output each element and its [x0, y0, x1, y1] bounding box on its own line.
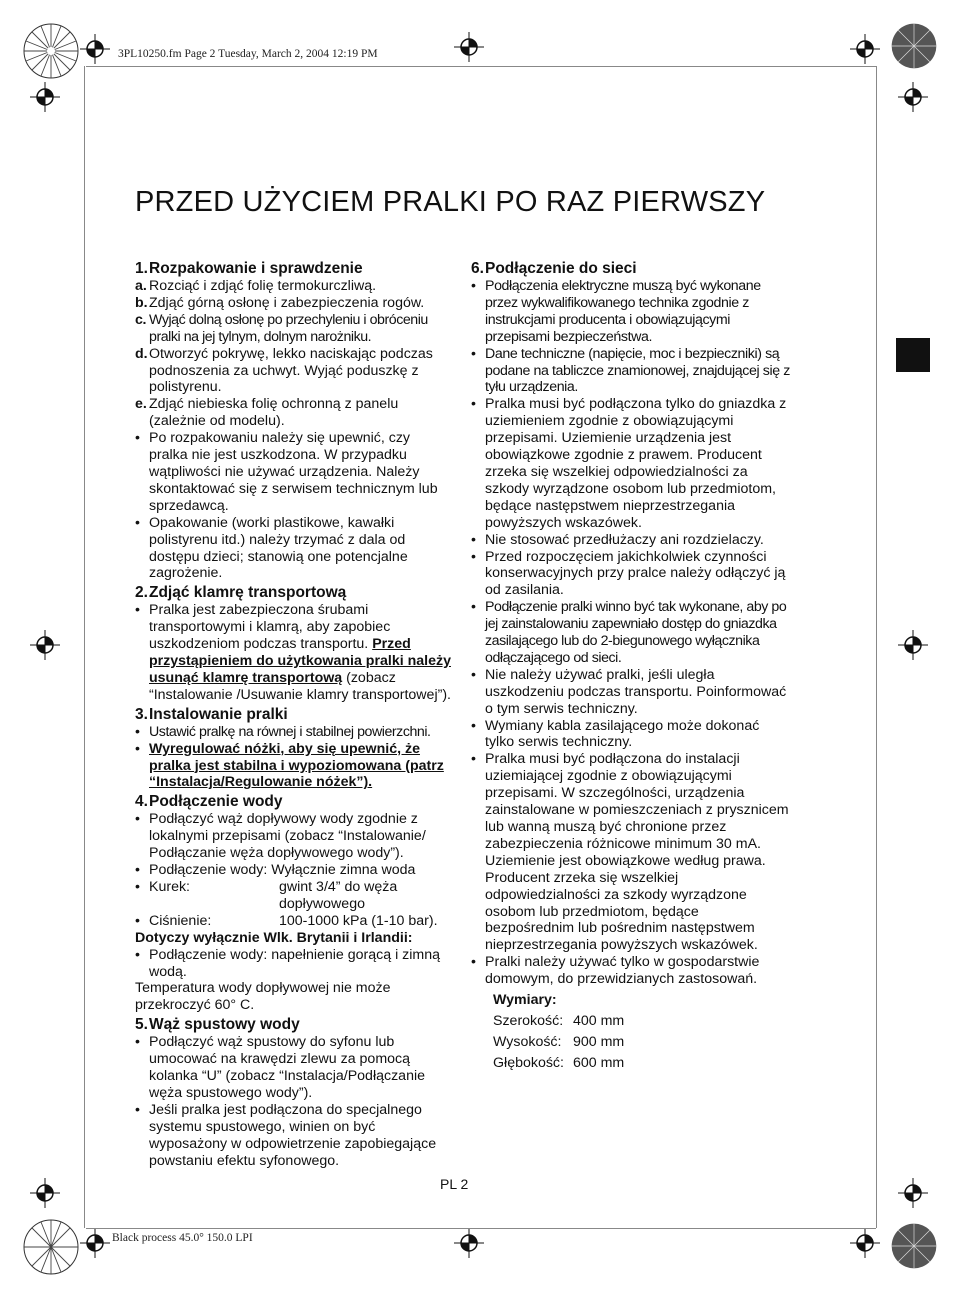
trim-line	[86, 66, 876, 67]
right-column	[471, 258, 791, 1072]
bullet-item: • Opakowanie (worki plastikowe, kawałki polistyrenu itd.) należy trzymać z dala od dostępu dzieci; stanowią one potencjalne zagrożenie.	[135, 514, 408, 582]
uk-note-heading: Dotyczy wyłącznie Wlk. Brytanii i Irlandii:	[135, 929, 413, 946]
bullet-item: • Nie stosować przedłużaczy ani rozdzielaczy.	[471, 531, 764, 548]
bullet-item: • Ustawić pralkę na równej i stabilnej powierzchni.	[135, 723, 431, 740]
bullet-item: • Kurek: gwint 3/4” do węża dopływowego	[135, 879, 398, 912]
bullet-item: • Ciśnienie: 100-1000 kPa (1-10 bar).	[135, 912, 438, 929]
registration-wheel-icon	[22, 1218, 80, 1276]
section-heading: 6. Podłączenie do sieci	[471, 260, 637, 277]
registration-wheel-icon	[890, 22, 938, 70]
bullet-item: • Podłączenie wody: Wyłącznie zimna woda	[135, 862, 416, 879]
section-heading: 5. Wąż spustowy wody	[135, 1016, 300, 1034]
bullet-item: • Pralka musi być podłączona tylko do gniazdka z uziemieniem zgodnie z obowiązującymi przepisami. Uziemienie urządzenia jest obowiązkowe zgodnie z prawem. Producent zrzeka się wszelkiej odpowiedzialności za szkody wyrządzone osobom lub przedmiotom, będące następstwem nieprzestrzegania powyższych wskazówek.	[471, 396, 787, 531]
bullet-item: • Dane techniczne (napięcie, moc i bezpieczniki) są podane na tabliczce znamionowej, znajdującej się z tyłu urządzenia.	[471, 345, 790, 396]
crosshair-mark-icon	[80, 1228, 110, 1258]
bullet-item: • Pralka musi być podłączona do instalacji uziemiającej zgodnie z obowiązującymi przepisami. W szczególności, urządzenia zainstalowane w pomieszczeniach z prysznicem lub wanną muszą być chronione przez zabezpieczenia różnicowe minimum 30 mA. Uziemienie jest obowiązkowe według prawa. Producent zrzeka się wszelkiej odpowiedzialności za szkody wyrządzone osobom lub przedmiotom, będące bezpośrednim lub pośrednim następstwem nieprzestrzegania powyższych wskazówek.	[471, 751, 789, 954]
bullet-item: • Wyregulować nóżki, aby się upewnić, że pralka jest stabilna i wypoziomowana (patrz “Instalacja/Regulowanie nóżek”).	[135, 740, 444, 791]
trim-line	[84, 66, 85, 1228]
trim-line	[876, 66, 877, 1228]
dimension-row: Głębokość: 600 mm	[493, 1054, 625, 1071]
crosshair-mark-icon	[30, 630, 60, 660]
bullet-item: • Podłączenie pralki winno być tak wykonane, aby po jej zainstalowaniu zapewniało dostęp do gniazdka zasilającego lub do 2-biegunowego wyłącznika odłączającego od sieci.	[471, 599, 787, 666]
slug-bottom: Black process 45.0° 150.0 LPI	[112, 1232, 253, 1244]
bullet-item: • Podłączyć wąż dopływowy wody zgodnie z lokalnymi przepisami (zobacz “Instalowanie/ Podłączanie węża dopływowego wody”).	[135, 811, 426, 862]
bullet-item: • Podłączyć wąż spustowy do syfonu lub umocować na krawędzi zlewu za pomocą kolanka “U” (zobacz “Instalacja/Podłączanie węża spustowego wody”).	[135, 1034, 425, 1101]
dimension-row: Szerokość: 400 mm	[493, 1012, 625, 1029]
bullet-item: • Pralki należy używać tylko w gospodarstwie domowym, do przewidzianych zastosowań.	[471, 954, 760, 988]
bullet-item: • Nie należy używać pralki, jeśli uległa uszkodzeniu podczas transportu. Poinformować o tym serwis techniczny.	[471, 666, 787, 717]
list-item: a. Rozciąć i zdjąć folię termokurczliwą.	[135, 278, 377, 294]
list-item: b. Zdjąć górną osłonę i zabezpieczenia rogów.	[135, 294, 425, 311]
section-heading: 1. Rozpakowanie i sprawdzenie	[135, 260, 363, 277]
paragraph: Temperatura wody dopływowej nie może przekroczyć 60° C.	[135, 980, 391, 1014]
crosshair-mark-icon	[30, 1178, 60, 1208]
crosshair-mark-icon	[898, 1178, 928, 1208]
trim-line	[86, 1228, 876, 1229]
crosshair-mark-icon	[454, 32, 484, 62]
crosshair-mark-icon	[80, 34, 110, 64]
bullet-item: • Po rozpakowaniu należy się upewnić, czy pralka nie jest uszkodzona. W przypadku wątpliwości nie używać urządzenia. Należy skontaktować się z serwisem technicznym lub sprzedawcą.	[135, 430, 438, 514]
left-column	[135, 258, 451, 1170]
crosshair-mark-icon	[850, 34, 880, 64]
list-item: c. Wyjąć dolną osłonę po przechyleniu i obróceniu pralki na jej tylnym, dolnym narożniku.	[135, 311, 428, 345]
bullet-item: • Podłączenie wody: napełnienie gorącą i zimną wodą.	[135, 946, 441, 980]
crosshair-mark-icon	[898, 82, 928, 112]
crosshair-mark-icon	[454, 1228, 484, 1258]
section-thumb-tab	[896, 338, 930, 372]
section-heading: 4. Podłączenie wody	[135, 793, 283, 811]
section-heading: 3. Instalowanie pralki	[135, 705, 288, 723]
dimension-row: Wysokość: 900 mm	[493, 1033, 625, 1050]
bullet-item: • Przed rozpoczęciem jakichkolwiek czynności konserwacyjnych przy pralce należy odłączyć ją od zasilania.	[471, 548, 786, 599]
bullet-item: • Pralka jest zabezpieczona śrubami transportowymi i klamrą, aby zapobiec uszkodzeniom podczas transportu. Przed przystąpieniem do użytkowania pralki należy usunąć klamrę transportową (zobacz “Instalowanie /Usuwanie klamry transportowej”).	[135, 602, 451, 703]
bullet-item: • Podłączenia elektryczne muszą być wykonane przez wykwalifikowanego technika zgodnie z instrukcjami producenta i obowiązującymi przepisami bezpieczeństwa.	[471, 278, 761, 345]
bullet-item: • Wymiany kabla zasilającego może dokonać tylko serwis techniczny.	[471, 717, 760, 751]
list-item: e. Zdjąć niebieska folię ochronną z panelu (zależnie od modelu).	[135, 396, 399, 430]
crosshair-mark-icon	[30, 82, 60, 112]
dimensions-heading: Wymiary:	[493, 992, 557, 1009]
page-number: PL 2	[440, 1176, 469, 1192]
crosshair-mark-icon	[898, 630, 928, 660]
bullet-item: • Jeśli pralka jest podłączona do specjalnego systemu spustowego, winien on być wyposażony w odpowietrzenie zapobiegające powstaniu efektu syfonowego.	[135, 1101, 437, 1169]
list-item: d. Otworzyć pokrywę, lekko naciskając podczas podnoszenia za uchwyt. Wyjąć poduszkę z polistyrenu.	[135, 345, 433, 396]
crosshair-mark-icon	[850, 1228, 880, 1258]
slug-top: 3PL10250.fm Page 2 Tuesday, March 2, 2004 12:19 PM	[118, 48, 378, 60]
section-heading: 2. Zdjąć klamrę transportową	[135, 584, 347, 602]
registration-wheel-icon	[22, 22, 80, 80]
page-title: PRZED UŻYCIEM PRALKI PO RAZ PIERWSZY	[135, 186, 766, 218]
registration-wheel-icon	[890, 1222, 938, 1270]
